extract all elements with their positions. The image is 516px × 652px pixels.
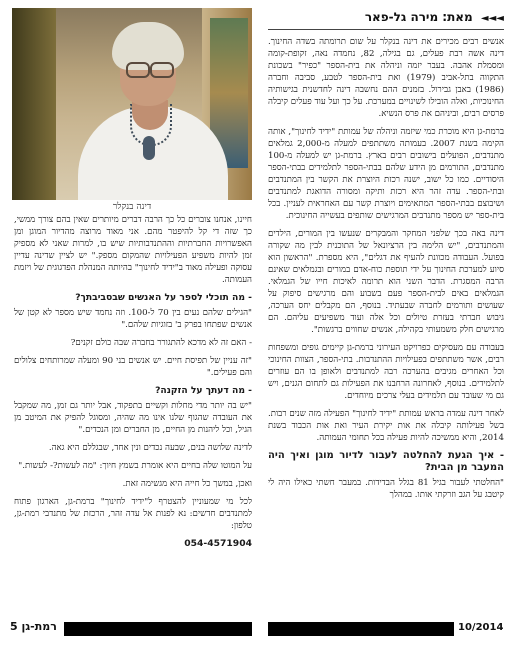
paragraph: - האם זה לא מדכא להתגורר בחברה שבה כולם זקנים? — [70, 338, 252, 348]
paragraph: דינה באה בכך שלפני המחקר והמבקרים שנעשו בין המורים, הילדים והמתנדבים, "יש הלימה בין הרציונאל של התוכנית לבין מה שקורה בפועל. העבודה מכוונת להעיף את דגלים", היא מספרת. "הראשון הוא סיוע למערכת החינוך על ידי תוספת כוח-אדם במורים ובגמלאים שאינם הרבה המסגרת. הדבר השני הוא תרומה לאיכות חייו של הגמלאי. הגמלאים באים לבית-הספר פעם בשבוע והם מרגישים סיפוק על שעושים ותורמים לחברה שבעתיד. בנוסף, הם מקבלים יחס הערכה, גיבוש חברתי בעזרת טיולים וכל אלה ועוד משפיעים עליהם. הם מרגישים חלק משמעותי בקהילה, אנשים שחווים ברגשות". — [268, 229, 504, 335]
footer-bar — [64, 622, 252, 636]
paragraph: "זה עניין של תפיסת חיים. יש אנשים בני 90 ומעלה שמרותחים צלולים והם פעילים." — [14, 356, 252, 378]
author-label: מאת: מירה גל-פאר — [364, 10, 473, 24]
contact-paragraph: לכל מי שמעוניין להצטרף ל"ידיד לחינוך" ברמת-גן, הארגון פתוח למתנדבים חדשים: נא לפנות אל עדה זהר, הרכזת של מתנדבי רמת-גן, טלפון: — [14, 497, 252, 531]
paragraph: לאחר דינה עמדה בראש עמותת "ידיד לחינוך" הפעילה מזה שנים רבות. בשל פעילותה קיבלה את אות יקירת העיר ואת אות הכבוד בשנת 2014, והיא ממשיכה להיות פעילה בכל תחומי העמותה. — [268, 409, 504, 443]
right-column — [268, 36, 504, 604]
paragraph: אנשים רבים מכירים את דינה בנקלר על שום תרומתה בשדה החינוך. דינה אשה רבת פעלים, גם בגילה, 82, נחמדה נאה, זקופת-קומה ומסמלת אהבה. בעבר יזמה וניהלה את בית-הספר "כפיר" בשכונת התקווה בתל-אביב (1979) ואת בית-הספר לטבע, סביבה וחברה (1986) באבן גבירול. בזמנים ההם נחשבה דינה לחדשנית בגישותיה החינוכיות, ואלה הובילו לשינויים במערכת. על כך ועל עוד פעלים קיבלה פרסים רבים, וביניהם את פרס הנשיא. — [268, 37, 504, 119]
question-heading: - מה דעתך על הזקנה? — [155, 385, 252, 396]
question-heading: - איך הגעת להחלטה לעבור לדיור מוגן ואיך היה המעבר מן הבית? — [268, 450, 504, 473]
paragraph: "הגילים שלהם נעים בין 70 ל-100. וזה נחמד שיש מספר לא קטן של אנשים שפתחו בפרק ב' בזוגיות שלהם." — [14, 308, 252, 330]
paragraph: חיינו, אנחנו צוברים כל כך הרבה דברים מיותרים שאין בהם צורך ממשי, כך שזה די קל להיפטר מהם. אני מאוד מרוצה מהדיור המוגן ומן האפשרויות החברתיות וההתנדבותיות שיש בו, למרות שאני לא מספיק זמן להיות משפיע הפעילויות שהמקום מספק." יש לציין שדינה עדיין עסוקה ופעילה מאוד ב"ידיד לחינוך" בהיותה המנהלת הפדגוגית של ויזמת העמותה. — [14, 215, 252, 285]
paragraph: "החלטתי לעבור בגיל 81 בגלל הבדידות. במעבר חשתי כאילו היה לי קיטבג על הגב וזרקתי אותו. במהלך — [268, 478, 504, 500]
page-label: רמת-גן 5 — [10, 620, 57, 633]
paragraph: לדינה שלושה בנים, שבעה נכדים ונין אחד, שבגללם היא גאה. — [48, 443, 252, 453]
paragraph: בעבודה עם מעסיקים כפרויקט העירוני ברמת-גן קיימים גופים ומשפחות רבים, אשר משתתפים בפעילויות ההתנדבות. בתי-הספר, הצוות החינוכי וכל האחרים מגיבים בהערכה רבה למתנדבים ולאופן בו הם עוזרים לתלמידים. בנוסף, לאחרונה הרחבנו את הפעילות גם לתחום הגנים, ויש גם מי שעובד עם תלמידים בעלי צרכים מיוחדים. — [268, 343, 504, 401]
author-byline — [264, 10, 504, 24]
paragraph: ברמת-גן היא מוכרת כמי שיזמה וניהלה של עמותת "ידיד לחינוך", אותה הקימה בשנת 2007. בעמותה משתתפים למעלה מ-2,000 גמלאים מתנדבים, הפועלים בישובים רבים בארץ. ברמת-גן יש למעלה מ-100 מתנדבים, התורמים מן הידע שלהם בבתי-הספר לתלמידים בבתי-הספר היסודיים. כמו כל ישוב, ישנה רכזת היוצרת את הקשר בין המתנדבים ובתי-הספר. עדה זהר היא רכזת ותיקה ומסורה הדואגת למתנדבים ושיבוצם בבתי-הספר המתאימים ויוצרת קשר עם האחראית לעניין. בכל בית-ספר יש מספר מתנדבים המרגישים שותפים בעשייה החינוכית. — [268, 127, 504, 221]
contact-phone: 054-4571904 — [184, 538, 252, 549]
photo-caption: דינה בנקלר — [112, 202, 152, 212]
header-rule — [268, 29, 504, 30]
question-heading: - מה תוכלי לספר על האנשים שבסביבתך? — [75, 292, 252, 303]
paragraph: על המוטו שלה בחיים היא אומרת בשמץ חיוך: "מה לעשות?- לעשות." — [18, 461, 252, 471]
paragraph: ואכן, במשך כל חייה היא מגשימה זאת. — [122, 479, 252, 489]
footer-bar — [268, 622, 454, 636]
paragraph: "יש בה יותר מדי מחלות וקשיים בתפקוד, אבל יותר גם זמן, מה שמקבל את העובדה שהגוף שלנו אינו מה שהיה, ומסוגל להפיק את המיטב מן הגיל, וכל ליהנות מן החיים, מן החברים ומן הנכדים." — [14, 401, 252, 435]
issue-date: 10/2014 — [458, 622, 504, 633]
left-column — [14, 214, 252, 604]
portrait-photo — [12, 8, 252, 200]
arrows-icon: ◄◄◄ — [480, 13, 504, 24]
